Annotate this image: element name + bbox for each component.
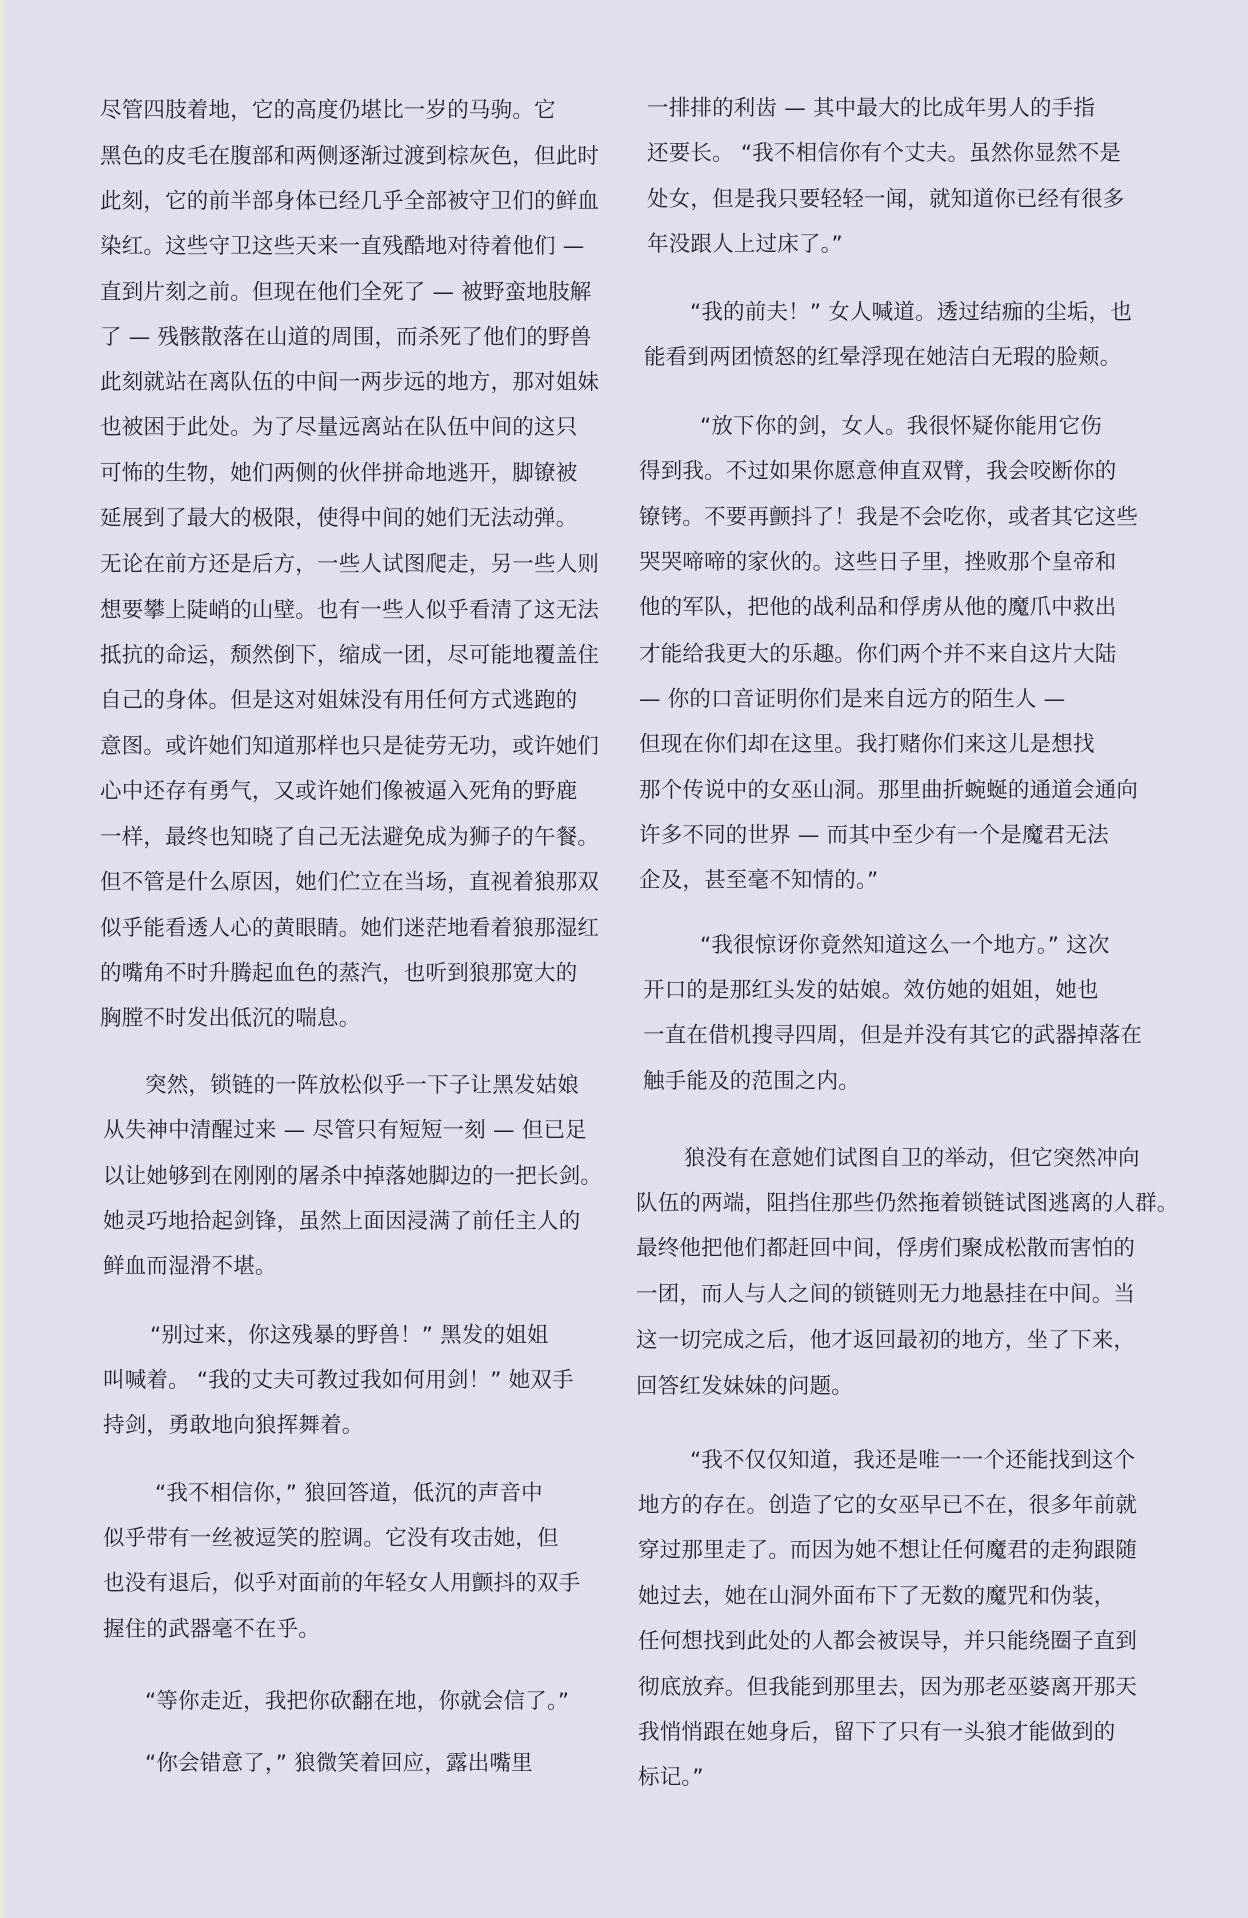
text-line: 无论在前方还是后方，一些人试图爬走，另一些人则 [100,552,600,577]
text-line: 开口的是那红头发的姑娘。效仿她的姐姐，她也 [643,978,1099,1003]
text-line: 可怖的生物，她们两侧的伙伴拼命地逃开，脚镣被 [100,461,578,486]
text-line: 许多不同的世界 — 而其中至少有一个是魔君无法 [639,823,1109,848]
text-line: 才能给我更大的乐趣。你们两个并不来自这片大陆 [639,642,1117,667]
text-line: 了 — 残骸散落在山道的周围，而杀死了他们的野兽 [100,325,592,350]
text-line: 还要长。 “我不相信你有个丈夫。虽然你显然不是 [647,141,1122,166]
text-line: 彻底放弃。但我能到那里去，因为那老巫婆离开那天 [638,1675,1138,1700]
text-line: 尽管四肢着地，它的高度仍堪比一岁的马驹。它 [100,98,556,123]
text-line: 镣铐。不要再颤抖了！我是不会吃你，或者其它这些 [639,505,1139,530]
text-line: 想要攀上陡峭的山壁。也有一些人似乎看清了这无法 [100,598,600,623]
text-line: 的嘴角不时升腾起血色的蒸汽，也听到狼那宽大的 [100,961,578,986]
text-line: 一排排的利齿 — 其中最大的比成年男人的手指 [647,96,1096,121]
text-line: 触手能及的范围之内。 [643,1069,861,1094]
text-line: 此刻就站在离队伍的中间一两步远的地方，那对姐妹 [100,370,600,395]
text-line: — 你的口音证明你们是来自远方的陌生人 — [639,687,1066,712]
text-line: 黑色的皮毛在腹部和两侧逐渐过渡到棕灰色，但此时 [100,144,600,169]
text-line: 但现在你们却在这里。我打赌你们来这儿是想找 [639,732,1095,757]
text-line: 能看到两团愤怒的红晕浮现在她洁白无瑕的脸颊。 [644,345,1122,370]
text-line: 直到片刻之前。但现在他们全死了 — 被野蛮地肢解 [100,280,592,305]
text-line: 狼没有在意她们试图自卫的举动，但它突然冲向 [684,1146,1140,1171]
text-line: 任何想找到此处的人都会被误导，并只能绕圈子直到 [638,1629,1138,1654]
text-line: 此刻，它的前半部身体已经几乎全部被守卫们的鲜血 [100,189,600,214]
text-line: “我不相信你，” 狼回答道，低沉的声音中 [155,1481,543,1506]
text-line: 叫喊着。 “我的丈夫可教过我如何用剑！” 她双手 [103,1368,574,1393]
text-line: 标记。” [638,1765,704,1790]
text-line: “你会错意了，” 狼微笑着回应，露出嘴里 [145,1751,533,1776]
book-page [4,0,1248,1918]
text-line: “别过来，你这残暴的野兽！” 黑发的姐姐 [150,1323,549,1348]
text-line: 我悄悄跟在她身后，留下了只有一头狼才能做到的 [638,1720,1116,1745]
text-line: “放下你的剑，女人。我很怀疑你能用它伤 [700,414,1102,439]
text-line: 得到我。不过如果你愿意伸直双臂，我会咬断你的 [639,459,1117,484]
text-line: 也没有退后，似乎对面前的年轻女人用颤抖的双手 [103,1571,581,1596]
text-line: 企及，甚至毫不知情的。” [639,868,879,893]
text-line: “等你走近，我把你砍翻在地，你就会信了。” [145,1689,570,1714]
text-line: 队伍的两端，阻挡住那些仍然拖着锁链试图逃离的人群。 [636,1191,1179,1216]
text-line: 他的军队，把他的战利品和俘虏从他的魔爪中救出 [639,595,1117,620]
text-line: 以让她够到在刚刚的屠杀中掉落她脚边的一把长剑。 [103,1164,603,1189]
text-line: 意图。或许她们知道那样也只是徒劳无功，或许她们 [100,734,600,759]
text-line: 从失神中清醒过来 — 尽管只有短短一刻 — 但已足 [103,1118,587,1143]
text-line: 年没跟人上过床了。” [647,232,843,257]
text-line: 处女，但是我只要轻轻一闻，就知道你已经有很多 [647,187,1125,212]
text-line: 回答红发妹妹的问题。 [636,1374,854,1399]
text-line: 似乎能看透人心的黄眼睛。她们迷茫地看着狼那湿红 [100,916,600,941]
text-line: 延展到了最大的极限，使得中间的她们无法动弹。 [100,506,578,531]
text-line: 一样，最终也知晓了自己无法避免成为狮子的午餐。 [100,825,600,850]
text-line: 她灵巧地拾起剑锋，虽然上面因浸满了前任主人的 [103,1209,581,1234]
text-line: 哭哭啼啼的家伙的。这些日子里，挫败那个皇帝和 [639,550,1117,575]
text-line: 穿过那里走了。而因为她不想让任何魔君的走狗跟随 [638,1538,1138,1563]
text-line: 地方的存在。创造了它的女巫早已不在，很多年前就 [638,1493,1138,1518]
text-line: 突然，锁链的一阵放松似乎一下子让黑发姑娘 [145,1073,580,1098]
text-line: “我很惊讶你竟然知道这么一个地方。” 这次 [700,933,1110,958]
text-line: 她过去，她在山洞外面布下了无数的魔咒和伪装， [638,1584,1116,1609]
text-line: 但不管是什么原因，她们伫立在当场，直视着狼那双 [100,870,600,895]
text-line: 染红。这些守卫这些天来一直残酷地对待着他们 — [100,234,585,259]
text-line: 胸膛不时发出低沉的喘息。 [100,1006,361,1031]
text-line: 自己的身体。但是这对姐妹没有用任何方式逃跑的 [100,688,578,713]
text-line: 最终他把他们都赶回中间，俘虏们聚成松散而害怕的 [636,1236,1136,1261]
text-line: 似乎带有一丝被逗笑的腔调。它没有攻击她，但 [103,1526,559,1551]
text-line: 心中还存有勇气，又或许她们像被逼入死角的野鹿 [100,779,578,804]
text-line: 一团，而人与人之间的锁链则无力地悬挂在中间。当 [636,1282,1136,1307]
text-line: 鲜血而湿滑不堪。 [103,1254,277,1279]
text-line: 握住的武器毫不在乎。 [103,1617,321,1642]
text-line: “我不仅仅知道，我还是唯一一个还能找到这个 [690,1448,1136,1473]
text-line: 也被困于此处。为了尽量远离站在队伍中间的这只 [100,415,578,440]
text-line: “我的前夫！” 女人喊道。透过结痂的尘垢，也 [690,300,1133,325]
text-line: 抵抗的命运，颓然倒下，缩成一团，尽可能地覆盖住 [100,643,600,668]
text-line: 这一切完成之后，他才返回最初的地方，坐了下来， [636,1328,1136,1353]
text-line: 那个传说中的女巫山洞。那里曲折蜿蜒的通道会通向 [639,778,1139,803]
text-line: 一直在借机搜寻四周，但是并没有其它的武器掉落在 [643,1023,1143,1048]
text-line: 持剑，勇敢地向狼挥舞着。 [103,1413,364,1438]
